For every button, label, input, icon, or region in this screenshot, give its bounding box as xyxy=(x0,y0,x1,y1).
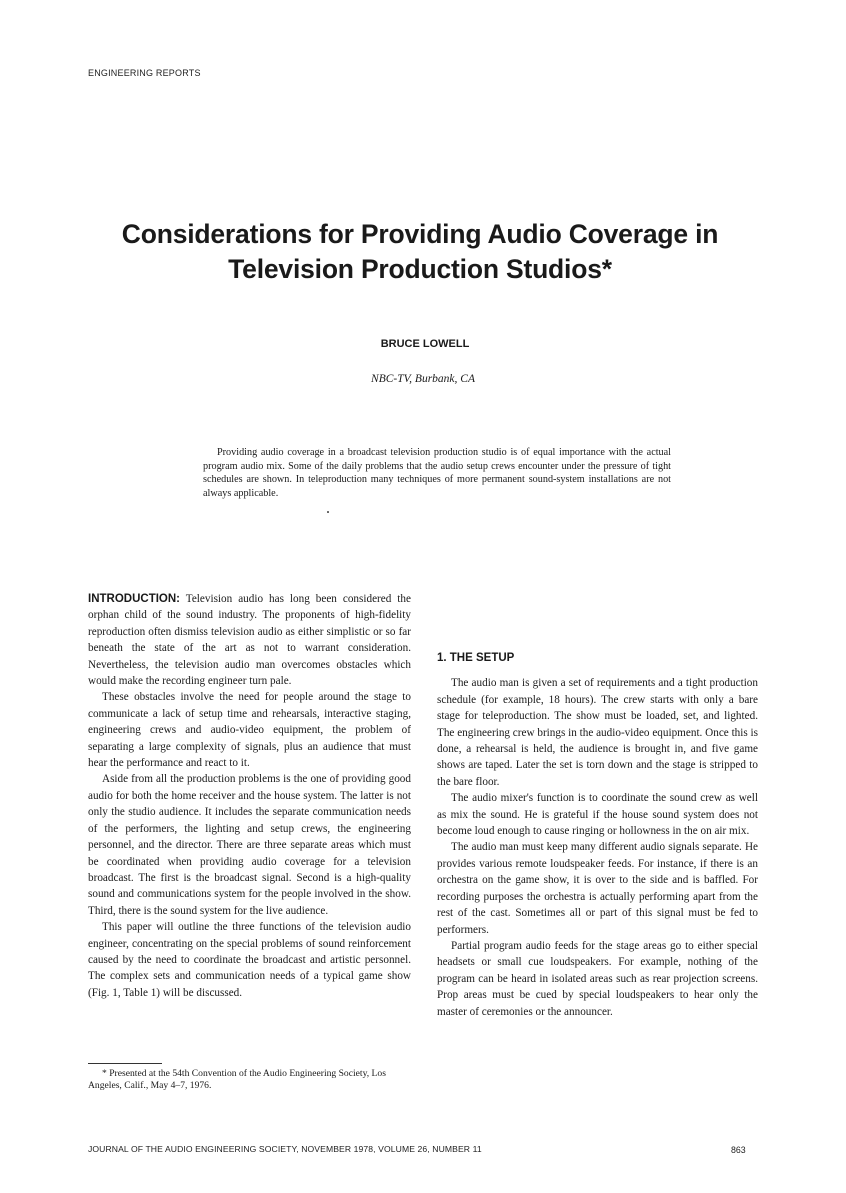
intro-lead: INTRODUCTION: xyxy=(88,593,180,605)
article-title-line-1: Considerations for Providing Audio Coverage in xyxy=(121,219,719,249)
page-number: 863 xyxy=(731,1145,746,1155)
running-header: ENGINEERING REPORTS xyxy=(88,68,201,78)
intro-paragraph-2: These obstacles involve the need for people around the stage to communicate a lack of setup time and rehearsals, interactive staging, engineering crews and audio-video equipment, the problem of separating a large complexity of signals, plus an audience that must hear the performance and react to it. xyxy=(88,691,411,770)
author-name: BRUCE LOWELL xyxy=(380,338,470,350)
stray-mark xyxy=(327,511,329,513)
abstract: Providing audio coverage in a broadcast television production studio is of equal importance with the actual program audio mix. Some of the daily problems that the audio setup crews encounter under the pressure of tight schedules are shown. In teleproduction many techniques of more permanent sound-system installations are not always applicable. xyxy=(203,447,671,500)
setup-paragraph-3: The audio man must keep many different audio signals separate. He provides various remote loudspeaker feeds. For instance, if there is an orchestra on the game show, it is over to the side and is baffled. For recording purposes the orchestra is actually performing apart from the rest of the cast. Sometimes all or part of this signal must be fed to performers. xyxy=(437,841,758,936)
intro-paragraph-4: This paper will outline the three functions of the television audio engineer, concentrating on the special problems of sound reinforcement caused by the need to coordinate the broadcast and artistic personnel. The complex sets and communication needs of a typical game show (Fig. 1, Table 1) will be discussed. xyxy=(88,921,411,999)
footnote: * Presented at the 54th Convention of the Audio Engineering Society, Los Angeles, Calif., May 4–7, 1976. xyxy=(88,1068,386,1092)
setup-paragraph-4: Partial program audio feeds for the stage areas go to either special headsets or small cue loudspeakers. For example, nothing of the program can be heard in isolated areas such as rear projection screens. Prop areas must be cued by special loudspeakers to hear only the master of ceremonies or the announcer. xyxy=(437,939,758,1018)
intro-text-1: Television audio has long been considered the orphan child of the sound industry. The proponents of high-fidelity reproduction often dismiss television audio as either simplistic or so far beneath the state of the art as not to warrant consideration. Nevertheless, the television audio man overcomes obstacles which would make the recording engineer turn pale. xyxy=(88,593,411,688)
journal-footer: JOURNAL OF THE AUDIO ENGINEERING SOCIETY, NOVEMBER 1978, VOLUME 26, NUMBER 11 xyxy=(88,1144,482,1154)
section-heading-setup: 1. THE SETUP xyxy=(437,652,515,664)
setup-paragraph-1: The audio man is given a set of requirements and a tight production schedule (for example, 18 hours). The crew starts with only a bare stage for teleproduction. The show must be loaded, set, and lighted. The engineering crew brings in the audio-video equipment. Once this is done, a rehearsal is held, the audience is brought in, and five game shows are taped. Later the set is torn down and the stage is stripped to the bare floor. xyxy=(437,677,758,788)
intro-paragraph-1 xyxy=(88,591,411,689)
setup-paragraph-2: The audio mixer's function is to coordinate the sound crew as well as mix the sound. He is grateful if the house sound system does not become loud enough to cause ringing or hollowness in the on air mix. xyxy=(437,792,758,838)
author-affiliation: NBC-TV, Burbank, CA xyxy=(371,373,475,385)
article-title-line-2: Television Production Studios* xyxy=(228,254,612,284)
right-column xyxy=(437,591,758,1020)
left-column xyxy=(88,591,411,1001)
footnote-rule xyxy=(88,1063,162,1064)
intro-paragraph-3: Aside from all the production problems is the one of providing good audio for both the home receiver and the house system. The latter is not only the studio audience. It includes the separate communication needs of the performers, the lighting and setup crews, the engineering personnel, and the director. There are three separate areas which must be coordinated when providing audio coverage for a television broadcast. The first is the broadcast signal. Second is a high-quality sound and communications system for the people involved in the show. Third, there is the sound system for the live audience. xyxy=(88,773,411,917)
continued-text-spacer xyxy=(437,591,758,640)
